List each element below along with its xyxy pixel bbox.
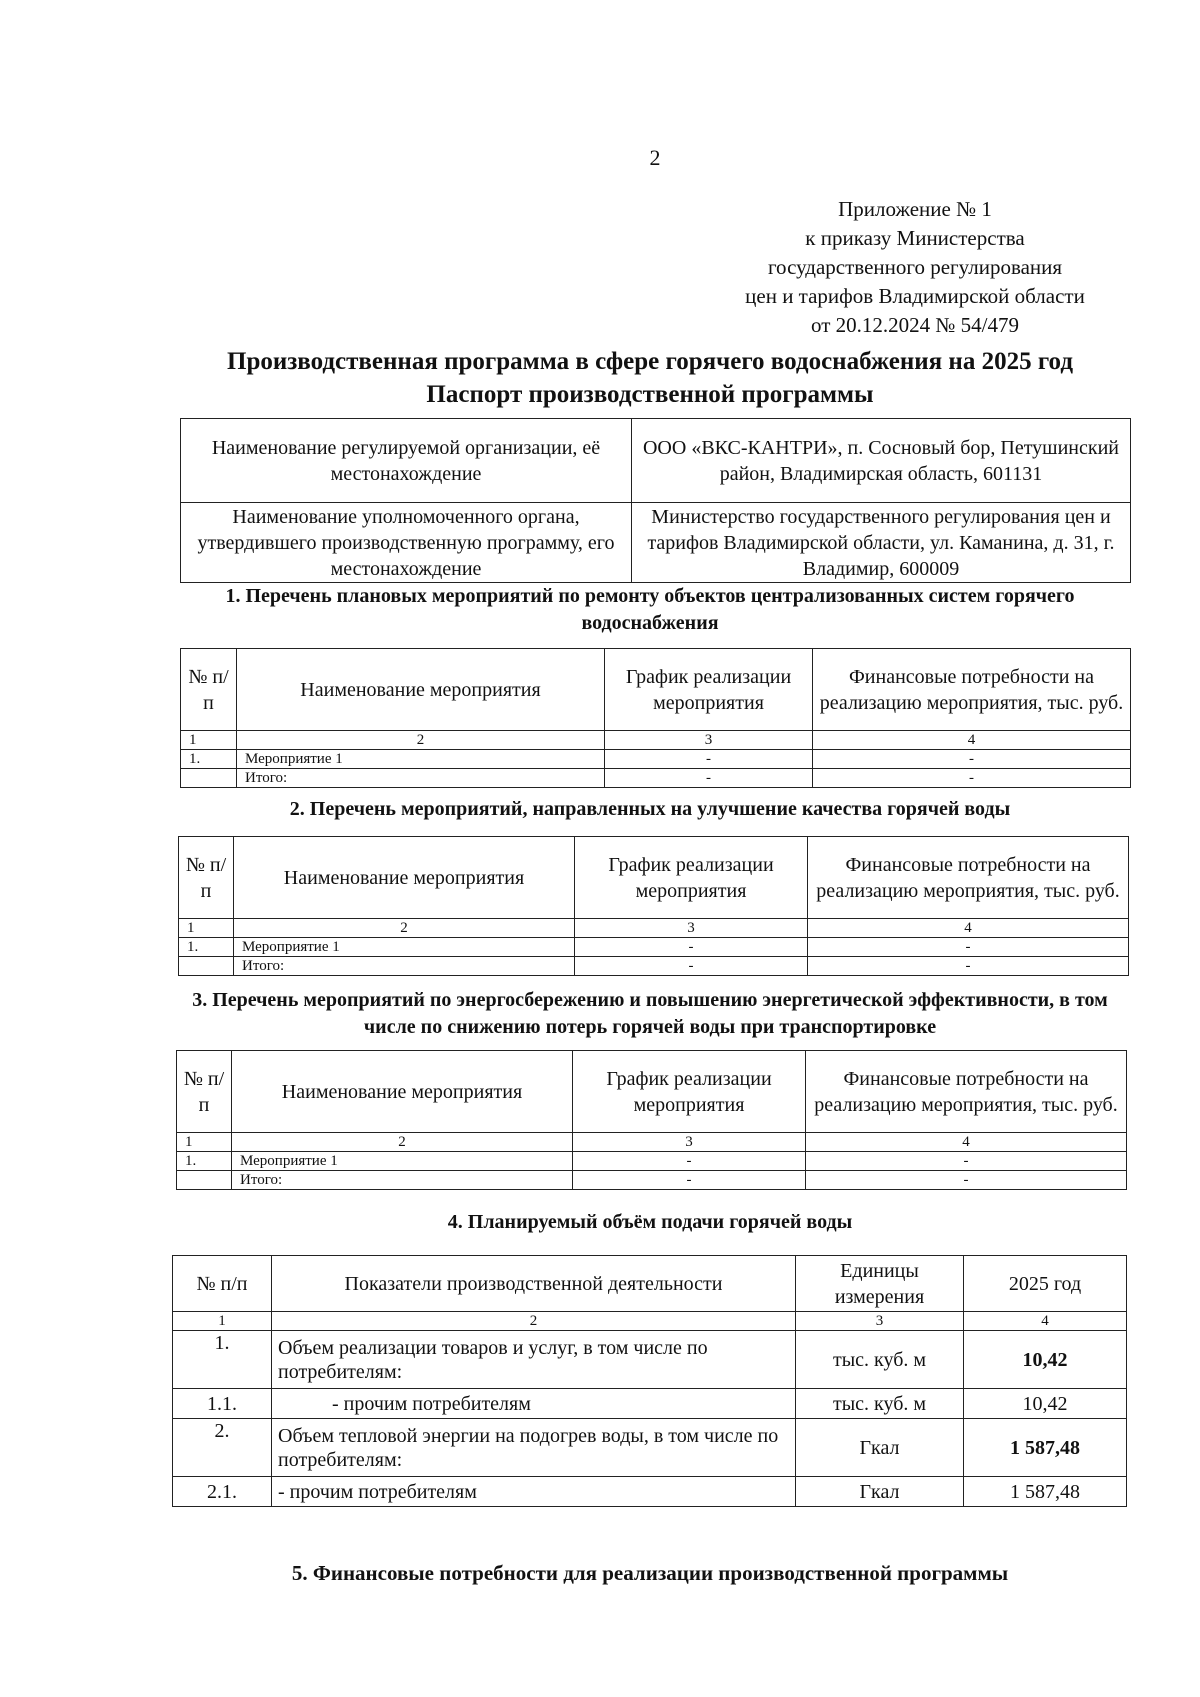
appendix-block xyxy=(690,195,1140,340)
table-index-row xyxy=(181,731,1131,750)
header-year: 2025 год xyxy=(964,1256,1127,1312)
header-schedule: График реализации мероприятия xyxy=(573,1051,806,1133)
index-cell: 3 xyxy=(796,1312,964,1331)
cell-schedule: - xyxy=(575,938,808,957)
cell-number: 1. xyxy=(173,1331,272,1389)
table-total-row xyxy=(181,769,1131,788)
cell-finance: - xyxy=(813,769,1131,788)
table-index-row xyxy=(179,919,1129,938)
cell-value: 10,42 xyxy=(964,1389,1127,1419)
table-row xyxy=(173,1477,1127,1507)
section4-title: 4. Планируемый объём подачи горячей воды xyxy=(447,1211,853,1233)
document-title: Производственная программа в сфере горячего водоснабжения на 2025 год xyxy=(227,348,1073,375)
appendix-line: Приложение № 1 xyxy=(838,197,992,221)
cell-value: 1 587,48 xyxy=(964,1419,1127,1477)
index-cell: 3 xyxy=(605,731,813,750)
cell-unit: Гкал xyxy=(796,1419,964,1477)
cell-name: Мероприятие 1 xyxy=(232,1152,573,1171)
cell-number: 1. xyxy=(181,750,237,769)
section3-table xyxy=(176,1050,1127,1190)
header-unit: Единицы измерения xyxy=(796,1256,964,1312)
cell-number: 2. xyxy=(173,1419,272,1477)
header-indicator: Показатели производственной деятельности xyxy=(272,1256,796,1312)
index-cell: 1 xyxy=(173,1312,272,1331)
appendix-line: цен и тарифов Владимирской области xyxy=(745,284,1085,308)
index-cell: 2 xyxy=(237,731,605,750)
cell-finance: - xyxy=(813,750,1131,769)
cell-schedule: - xyxy=(605,769,813,788)
header-number: № п/п xyxy=(179,837,234,919)
passport-value: Министерство государственного регулирования цен и тарифов Владимирской области, ул. Каманина, д. 31, г. Владимир, 600009 xyxy=(632,503,1131,583)
cell-finance: - xyxy=(808,957,1129,976)
header-finance: Финансовые потребности на реализацию мероприятия, тыс. руб. xyxy=(813,649,1131,731)
passport-value: ООО «ВКС-КАНТРИ», п. Сосновый бор, Петушинский район, Владимирская область, 601131 xyxy=(632,419,1131,503)
cell-number: 1. xyxy=(179,938,234,957)
cell-indicator: Объем тепловой энергии на подогрев воды, в том числе по потребителям: xyxy=(272,1419,796,1477)
cell-number: 1.1. xyxy=(173,1389,272,1419)
table-header-row xyxy=(173,1256,1127,1312)
cell-schedule: - xyxy=(573,1152,806,1171)
header-finance: Финансовые потребности на реализацию мероприятия, тыс. руб. xyxy=(808,837,1129,919)
cell-name: Итого: xyxy=(237,769,605,788)
cell-schedule: - xyxy=(573,1171,806,1190)
appendix-line: от 20.12.2024 № 54/479 xyxy=(810,313,1020,337)
cell-schedule: - xyxy=(605,750,813,769)
cell-number: 2.1. xyxy=(173,1477,272,1507)
cell-unit: тыс. куб. м xyxy=(796,1389,964,1419)
index-cell: 3 xyxy=(573,1133,806,1152)
table-row xyxy=(177,1152,1127,1171)
cell-value: 1 587,48 xyxy=(964,1477,1127,1507)
index-cell: 2 xyxy=(234,919,575,938)
header-number: № п/п xyxy=(181,649,237,731)
table-total-row xyxy=(177,1171,1127,1190)
section5-title: 5. Финансовые потребности для реализации производственной программы xyxy=(291,1561,1009,1585)
table-index-row xyxy=(177,1133,1127,1152)
cell-name: Итого: xyxy=(232,1171,573,1190)
cell-number xyxy=(177,1171,232,1190)
index-cell: 1 xyxy=(181,731,237,750)
header-schedule: График реализации мероприятия xyxy=(575,837,808,919)
section4-table xyxy=(172,1255,1127,1507)
table-row xyxy=(181,419,1131,503)
appendix-line: к приказу Министерства xyxy=(805,226,1025,250)
passport-table xyxy=(180,418,1131,583)
index-cell: 4 xyxy=(806,1133,1127,1152)
index-cell: 1 xyxy=(177,1133,232,1152)
section3-title: 3. Перечень мероприятий по энергосбережению и повышению энергетической эффективности, в том числе по снижению потерь горячей воды при транспортировке xyxy=(192,989,1108,1038)
cell-finance: - xyxy=(806,1152,1127,1171)
cell-indicator: - прочим потребителям xyxy=(272,1477,796,1507)
cell-number xyxy=(181,769,237,788)
table-total-row xyxy=(179,957,1129,976)
index-cell: 4 xyxy=(808,919,1129,938)
cell-value: 10,42 xyxy=(964,1331,1127,1389)
table-row xyxy=(173,1419,1127,1477)
header-schedule: График реализации мероприятия xyxy=(605,649,813,731)
table-header-row xyxy=(179,837,1129,919)
index-cell: 4 xyxy=(964,1312,1127,1331)
table-row xyxy=(179,938,1129,957)
section2-title: 2. Перечень мероприятий, направленных на улучшение качества горячей воды xyxy=(289,798,1011,820)
index-cell: 3 xyxy=(575,919,808,938)
passport-label: Наименование уполномоченного органа, утвердившего производственную программу, его местонахождение xyxy=(181,503,632,583)
cell-finance: - xyxy=(806,1171,1127,1190)
index-cell: 4 xyxy=(813,731,1131,750)
cell-name: Итого: xyxy=(234,957,575,976)
document-subtitle: Паспорт производственной программы xyxy=(426,381,874,408)
cell-name: Мероприятие 1 xyxy=(237,750,605,769)
cell-unit: Гкал xyxy=(796,1477,964,1507)
header-name: Наименование мероприятия xyxy=(234,837,575,919)
section1-table xyxy=(180,648,1131,788)
header-number: № п/п xyxy=(173,1256,272,1312)
cell-indicator: - прочим потребителям xyxy=(272,1389,796,1419)
table-row xyxy=(181,750,1131,769)
index-cell: 1 xyxy=(179,919,234,938)
table-row xyxy=(173,1389,1127,1419)
index-cell: 2 xyxy=(272,1312,796,1331)
cell-number: 1. xyxy=(177,1152,232,1171)
table-header-row xyxy=(181,649,1131,731)
passport-label: Наименование регулируемой организации, её местонахождение xyxy=(181,419,632,503)
table-header-row xyxy=(177,1051,1127,1133)
header-number: № п/п xyxy=(177,1051,232,1133)
header-finance: Финансовые потребности на реализацию мероприятия, тыс. руб. xyxy=(806,1051,1127,1133)
index-cell: 2 xyxy=(232,1133,573,1152)
page-number: 2 xyxy=(649,145,661,170)
cell-finance: - xyxy=(808,938,1129,957)
table-index-row xyxy=(173,1312,1127,1331)
section1-title: 1. Перечень плановых мероприятий по ремонту объектов централизованных систем горячего водоснабжения xyxy=(225,585,1075,634)
cell-indicator: Объем реализации товаров и услуг, в том числе по потребителям: xyxy=(272,1331,796,1389)
cell-number xyxy=(179,957,234,976)
cell-schedule: - xyxy=(575,957,808,976)
table-row xyxy=(181,503,1131,583)
header-name: Наименование мероприятия xyxy=(237,649,605,731)
header-name: Наименование мероприятия xyxy=(232,1051,573,1133)
cell-name: Мероприятие 1 xyxy=(234,938,575,957)
table-row xyxy=(173,1331,1127,1389)
section2-table xyxy=(178,836,1129,976)
cell-unit: тыс. куб. м xyxy=(796,1331,964,1389)
appendix-line: государственного регулирования xyxy=(767,255,1063,279)
